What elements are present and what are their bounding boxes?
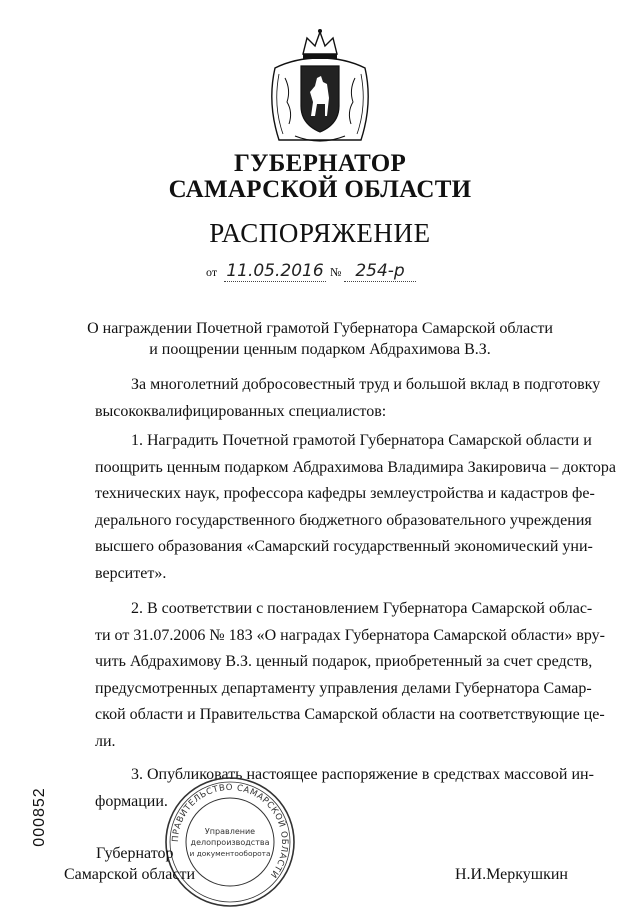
item-2-paragraph bbox=[95, 596, 605, 755]
signatory-name: Н.И.Меркушкин bbox=[455, 866, 568, 883]
item-2-line: предусмотренных департаменту управления делами Губернатора Самар- bbox=[95, 679, 592, 697]
item-3-line: формации. bbox=[95, 792, 168, 810]
date-prefix: от bbox=[206, 265, 218, 279]
issuer-title-line-1: ГУБЕРНАТОР bbox=[233, 150, 407, 177]
item-1-line: 1. Наградить Почетной грамотой Губернатора Самарской области и bbox=[131, 432, 592, 449]
intro-line: За многолетний добросовестный труд и большой вклад в подготовку bbox=[131, 376, 601, 393]
registration-number-text: 000852 bbox=[31, 787, 48, 847]
document-type: РАСПОРЯЖЕНИЕ bbox=[209, 218, 431, 248]
subject-line-2: и поощрении ценным подарком Абдрахимова В.З. bbox=[149, 341, 491, 358]
signatory-position-line-1: Губернатор bbox=[96, 845, 174, 862]
item-1-line: верситет». bbox=[95, 564, 167, 582]
intro-paragraph bbox=[95, 372, 601, 425]
number-value: 254-р bbox=[344, 261, 416, 282]
coat-of-arms-icon bbox=[265, 28, 375, 148]
item-1-line: дерального государственного бюджетного образовательного учреждения bbox=[95, 511, 592, 529]
stamp-inner-line-3: и документооборота bbox=[189, 849, 271, 858]
item-2-line: чить Абдрахимову В.З. ценный подарок, приобретенный за счет средств, bbox=[95, 653, 593, 670]
item-2-line: ти от 31.07.2006 № 183 «О наградах Губернатора Самарской области» вру- bbox=[95, 626, 605, 644]
registration-number bbox=[30, 780, 50, 860]
signatory-position-line-2: Самарской области bbox=[64, 866, 195, 883]
official-stamp-icon bbox=[160, 772, 300, 912]
subject-line-1: О награждении Почетной грамотой Губернатора Самарской области bbox=[87, 320, 553, 337]
stamp-inner-line-1: Управление bbox=[204, 827, 256, 836]
intro-line: высококвалифицированных специалистов: bbox=[95, 402, 387, 420]
number-prefix: № bbox=[330, 265, 342, 279]
item-2-line: 2. В соответствии с постановлением Губернатора Самарской облас- bbox=[131, 600, 593, 617]
item-3-line: 3. Опубликовать настоящее распоряжение в средствах массовой ин- bbox=[131, 766, 594, 783]
item-1-line: высшего образования «Самарский государственный экономический уни- bbox=[95, 538, 593, 555]
stamp-ring-text: ПРАВИТЕЛЬСТВО САМАРСКОЙ ОБЛАСТИ bbox=[170, 782, 290, 880]
issuer-title-line-2: САМАРСКОЙ ОБЛАСТИ bbox=[168, 176, 472, 203]
item-1-line: технических наук, профессора кафедры землеустройства и кадастров фе- bbox=[95, 485, 595, 502]
item-1-line: поощрить ценным подарком Абдрахимова Владимира Закировича – доктора bbox=[95, 458, 616, 476]
item-2-line: ской области и Правительства Самарской области на соответствующие це- bbox=[95, 706, 605, 723]
date-number-line bbox=[200, 258, 450, 284]
stamp-inner-line-2: делопроизводства bbox=[190, 838, 270, 847]
item-2-line: ли. bbox=[95, 732, 116, 750]
date-value: 11.05.2016 bbox=[224, 261, 326, 282]
item-1-paragraph bbox=[95, 428, 616, 587]
